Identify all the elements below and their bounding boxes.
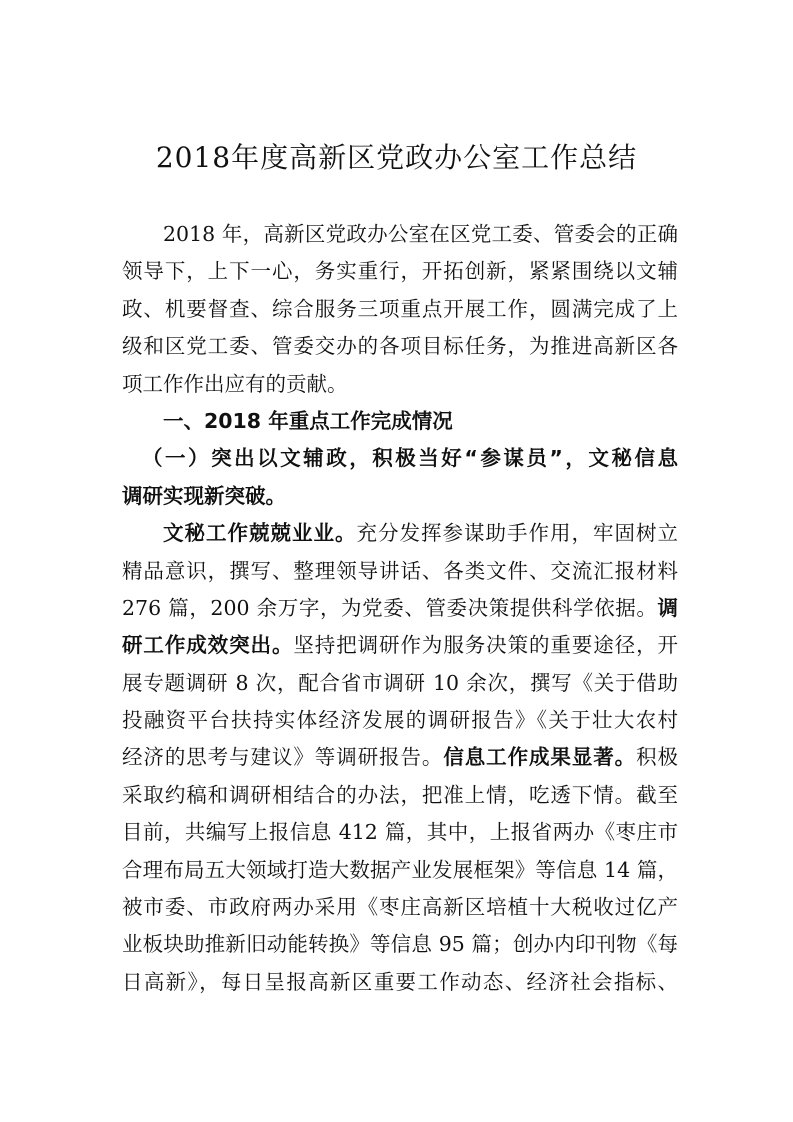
section-heading-line: [122, 403, 678, 440]
text-segment: 级和区党工委、管委交办的各项目标任务，为推进高新区各: [122, 334, 678, 359]
text-segment: 坚持把调研作为服务决策的重要途径，开: [293, 633, 679, 658]
text-segment: 合理布局五大领域打造大数据产业发展框架》等信息 14 篇，: [122, 857, 678, 882]
section-heading-line: [122, 478, 678, 515]
paragraph-line: [122, 216, 678, 253]
text-segment: 投融资平台扶持实体经济发展的调研报告》《关于壮大农村: [122, 708, 678, 733]
paragraph-line: [122, 328, 678, 365]
text-segment: 展专题调研 8 次，配合省市调研 10 余次，撰写《关于借助: [122, 670, 678, 695]
paragraph-line: [122, 515, 678, 552]
paragraph-line: [122, 253, 678, 290]
paragraph-line: [122, 291, 678, 328]
text-segment: （一）突出以文辅政，积极当好“参谋员”，文秘信息: [142, 446, 678, 471]
section-heading-line: [122, 440, 678, 477]
text-segment: 日高新》，每日呈报高新区重要工作动态、经济社会指标、: [122, 969, 678, 994]
paragraph-line: [122, 889, 678, 926]
text-segment: 精品意识，撰写、整理领导讲话、各类文件、交流汇报材料: [122, 558, 678, 583]
text-segment: 一、2018 年重点工作完成情况: [163, 408, 453, 433]
text-segment: 业板块助推新旧动能转换》等信息 95 篇；创办内印刊物《每: [122, 932, 678, 957]
bold-lead-text: 调: [657, 595, 678, 620]
text-segment: 2018 年，高新区党政办公室在区党工委、管委会的正确: [163, 222, 678, 246]
text-segment: 积极: [636, 745, 679, 770]
paragraph-line: [122, 926, 678, 963]
paragraph-line: [122, 627, 678, 664]
text-segment: 采取约稿和调研相结合的办法，把准上情，吃透下情。截至: [122, 782, 678, 807]
paragraph-line: [122, 590, 678, 627]
paragraph-line: [122, 852, 678, 889]
paragraph-line: [122, 553, 678, 590]
text-segment: 领导下，上下一心，务实重行，开拓创新，紧紧围绕以文辅: [122, 259, 678, 284]
document-body: [122, 216, 678, 1001]
bold-lead-text: 研工作成效突出。: [122, 633, 294, 658]
document-title: 2018年度高新区党政办公室工作总结: [155, 141, 638, 174]
text-segment: 政、机要督查、综合服务三项重点开展工作，圆满完成了上: [122, 296, 678, 321]
paragraph-line: [122, 739, 678, 776]
paragraph-line: [122, 702, 678, 739]
bold-lead-text: 信息工作成果显著。: [443, 745, 637, 770]
text-segment: 经济的思考与建议》等调研报告。: [122, 745, 444, 770]
paragraph-line: [122, 964, 678, 1001]
text-segment: 调研实现新突破。: [122, 483, 286, 508]
paragraph-line: [122, 665, 678, 702]
text-segment: 充分发挥参谋助手作用，牢固树立: [356, 521, 678, 546]
text-segment: 项工作作出应有的贡献。: [122, 371, 348, 396]
bold-lead-text: 文秘工作兢兢业业。: [163, 521, 357, 546]
text-segment: 目前，共编写上报信息 412 篇，其中，上报省两办《枣庄市: [122, 820, 678, 845]
text-segment: 276 篇，200 余万字，为党委、管委决策提供科学依据。: [122, 595, 658, 620]
paragraph-line: [122, 366, 678, 403]
paragraph-line: [122, 814, 678, 851]
paragraph-line: [122, 777, 678, 814]
text-segment: 被市委、市政府两办采用《枣庄高新区培植十大税收过亿产: [122, 895, 678, 920]
